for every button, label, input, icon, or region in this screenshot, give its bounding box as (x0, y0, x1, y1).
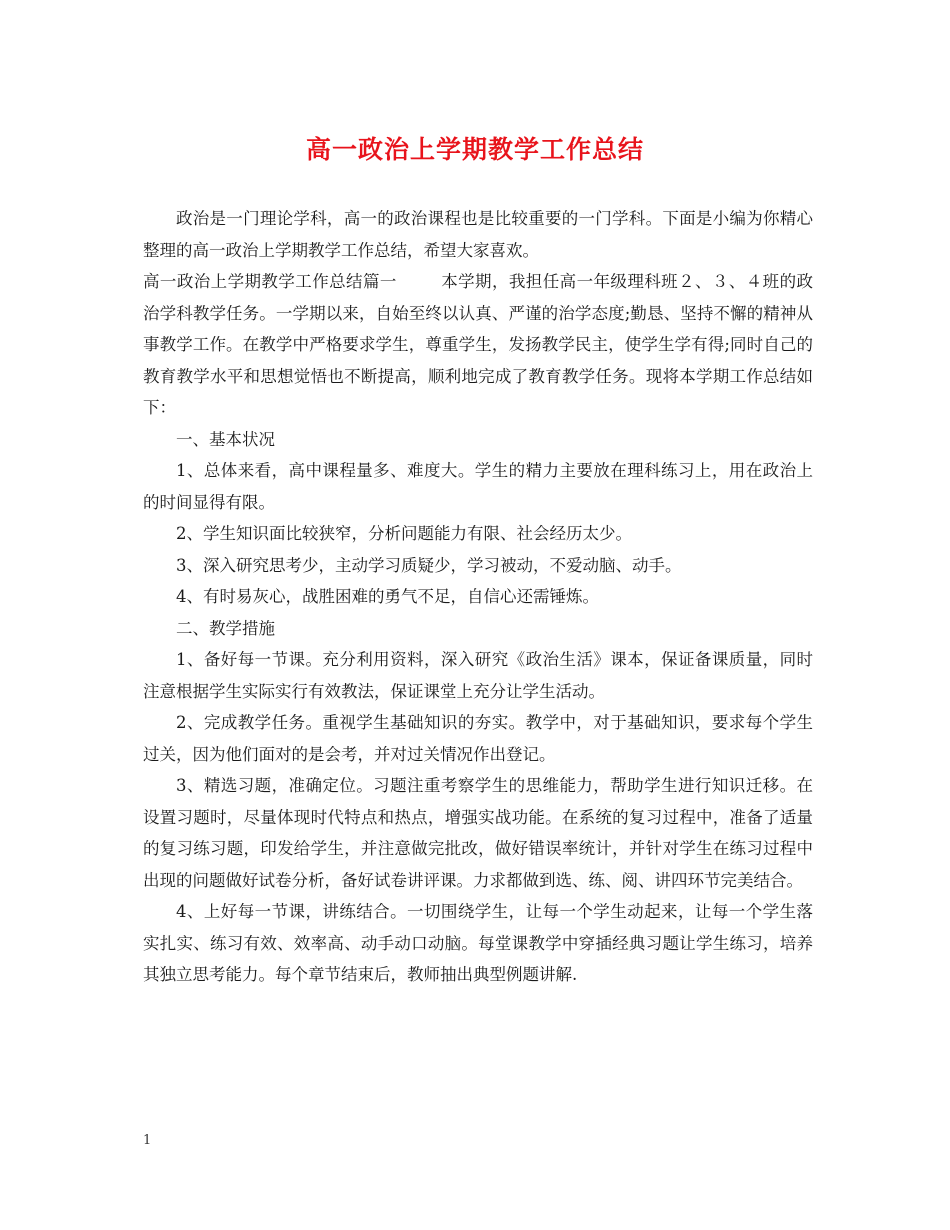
status-item-1: 1、总体来看，高中课程量多、难度大。学生的精力主要放在理科练习上，用在政治上的时间显得有限。 (143, 461, 813, 512)
document-body (143, 203, 813, 991)
status-item-3: 3、深入研究思考少，主动学习质疑少，学习被动，不爱动脑、动手。 (176, 555, 682, 575)
measure-item-1: 1、备好每一节课。充分利用资料，深入研究《政治生活》课本，保证备课质量，同时注意根据学生实际实行有效教法，保证课堂上充分让学生活动。 (143, 650, 813, 701)
heading-basic-status: 一、基本状况 (176, 429, 275, 449)
document-title: 高一政治上学期教学工作总结 (305, 135, 644, 164)
section-body: 本学期，我担任高一年级理科班２、３、４班的政治学科教学任务。一学期以来，自始至终以认真、严谨的治学态度;勤恳、坚持不懈的精神从事教学工作。在教学中严格要求学生，尊重学生，发扬教学民主，使学生学有得;同时自己的教育教学水平和思想觉悟也不断提高，顺利地完成了教育教学任务。现将本学期工作总结如下： (143, 272, 814, 417)
status-item-2: 2、学生知识面比较狭窄，分析问题能力有限、社会经历太少。 (176, 524, 632, 543)
section-heading: 高一政治上学期教学工作总结篇一 (143, 272, 397, 291)
section-paragraph (143, 266, 813, 424)
measure-item-4: 4、上好每一节课，讲练结合。一切围绕学生，让每一个学生动起来，让每一个学生落实扎实、练习有效、效率高、动手动口动脑。每堂课教学中穿插经典习题让学生练习，培养其独立思考能力。每个章节结束后，教师抽出典型例题讲解. (143, 902, 813, 984)
intro-paragraph: 政治是一门理论学科，高一的政治课程也是比较重要的一门学科。下面是小编为你精心整理的高一政治上学期教学工作总结，希望大家喜欢。 (143, 209, 813, 260)
measure-item-2: 2、完成教学任务。重视学生基础知识的夯实。教学中，对于基础知识，要求每个学生过关，因为他们面对的是会考，并对过关情况作出登记。 (143, 713, 813, 764)
page-number: 1 (143, 1133, 152, 1148)
measure-item-3: 3、精选习题，准确定位。习题注重考察学生的思维能力，帮助学生进行知识迁移。在设置习题时，尽量体现时代特点和热点，增强实战功能。在系统的复习过程中，准备了适量的复习练习题，印发给学生，并注意做完批改，做好错误率统计，并针对学生在练习过程中出现的问题做好试卷分析，备好试卷讲评课。力求都做到选、练、阅、讲四环节完美结合。 (143, 776, 813, 890)
heading-teaching-measures: 二、教学措施 (176, 618, 275, 638)
status-item-4: 4、有时易灰心，战胜困难的勇气不足，自信心还需锤炼。 (176, 587, 599, 606)
